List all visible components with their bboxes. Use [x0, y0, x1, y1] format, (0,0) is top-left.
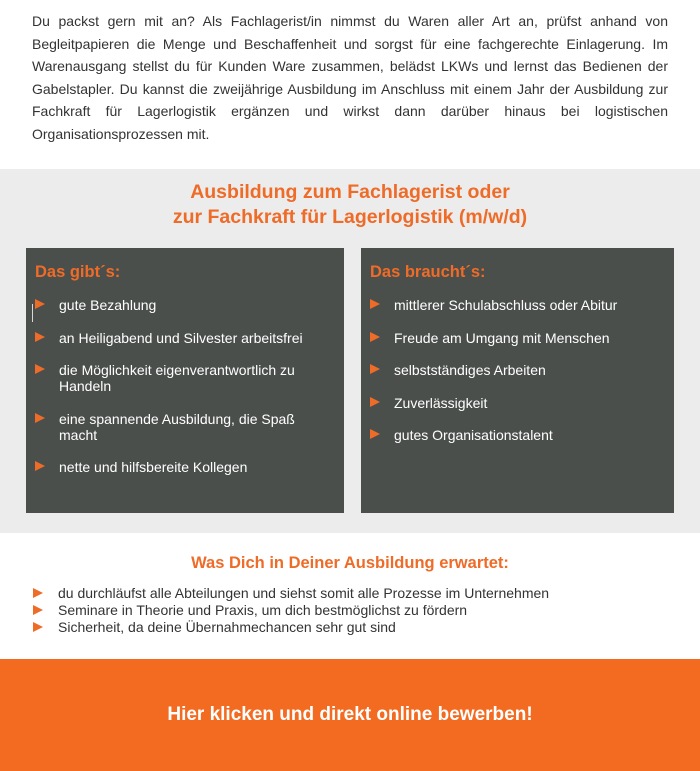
apply-online-label[interactable]: Hier klicken und direkt online bewerben!	[167, 704, 533, 725]
list-item	[370, 362, 664, 378]
training-heading	[0, 180, 700, 230]
list-item	[370, 395, 664, 411]
training-heading-line-2: zur Fachkraft für Lagerlogistik (m/w/d)	[172, 206, 528, 228]
arrow-right-icon	[33, 605, 43, 615]
requirements-box-title: Das braucht´s:	[370, 263, 486, 281]
list-item	[370, 330, 664, 346]
intro-text: Du packst gern mit an? Als Fachlagerist/in nimmst du Waren aller Art an, prüfst anhand von Begleitpapieren die Menge und Beschaffenheit und sorgst für eine fachgerechte Einlagerung. Im Warenausgang stellst du für Kunden Ware zusammen, belädst LKWs und lernst das Bedienen der Gabelstapler. Du kannst die zweijährige Ausbildung im Anschluss mit einem Jahr der Ausbildung zur Fachkraft für Lagerlogistik ergänzen und wirkst dann darüber hinaus bei logistischen Organisationsprozessen mit.	[32, 13, 668, 142]
list-item	[33, 602, 549, 619]
training-heading-line-1: Ausbildung zum Fachlagerist oder	[190, 181, 510, 203]
list-item-text: Freude am Umgang mit Menschen	[394, 329, 610, 346]
arrow-right-icon	[33, 588, 43, 598]
list-item	[35, 459, 334, 475]
arrow-right-icon	[35, 332, 45, 342]
arrow-right-icon	[370, 332, 380, 342]
list-item	[35, 362, 334, 394]
list-item-text: eine spannende Ausbildung, die Spaß macht	[59, 410, 295, 443]
arrow-right-icon	[33, 622, 43, 632]
arrow-right-icon	[35, 413, 45, 423]
expectations-list	[33, 585, 549, 636]
list-item	[33, 619, 549, 636]
list-item-text: Zuverlässigkeit	[394, 394, 488, 411]
list-item-text: gute Bezahlung	[59, 297, 157, 313]
offer-box-title: Das gibt´s:	[35, 263, 121, 281]
list-item-text: Seminare in Theorie und Praxis, um dich bestmöglichst zu fördern	[58, 602, 468, 618]
arrow-right-icon	[35, 461, 45, 471]
list-item-text: mittlerer Schulabschluss oder Abitur	[394, 297, 618, 313]
list-item	[35, 411, 334, 443]
list-item-text: Sicherheit, da deine Übernahmechancen sehr gut sind	[58, 619, 396, 635]
list-item	[370, 427, 664, 443]
list-item	[35, 330, 334, 346]
offer-list	[35, 297, 334, 475]
list-item-text: selbstständiges Arbeiten	[394, 362, 546, 378]
requirements-box	[361, 248, 674, 513]
arrow-right-icon	[370, 429, 380, 439]
arrow-right-icon	[370, 397, 380, 407]
list-item	[33, 585, 549, 602]
offer-box	[26, 248, 344, 513]
apply-online-button[interactable]	[0, 659, 700, 771]
list-item-text: nette und hilfsbereite Kollegen	[59, 459, 248, 475]
list-item-text: an Heiligabend und Silvester arbeitsfrei	[59, 329, 303, 346]
arrow-right-icon	[35, 299, 45, 309]
list-item-text: gutes Organisationstalent	[394, 427, 553, 443]
list-item	[370, 297, 664, 313]
list-item-text: du durchläufst alle Abteilungen und siehst somit alle Prozesse im Unternehmen	[58, 585, 550, 601]
list-item-text: die Möglichkeit eigenverantwortlich zu Handeln	[59, 362, 295, 394]
requirements-list	[370, 297, 664, 443]
expectations-heading: Was Dich in Deiner Ausbildung erwartet:	[191, 554, 509, 572]
arrow-right-icon	[370, 299, 380, 309]
list-item	[35, 297, 334, 313]
arrow-right-icon	[35, 364, 45, 374]
arrow-right-icon	[370, 364, 380, 374]
text-cursor	[32, 304, 33, 322]
